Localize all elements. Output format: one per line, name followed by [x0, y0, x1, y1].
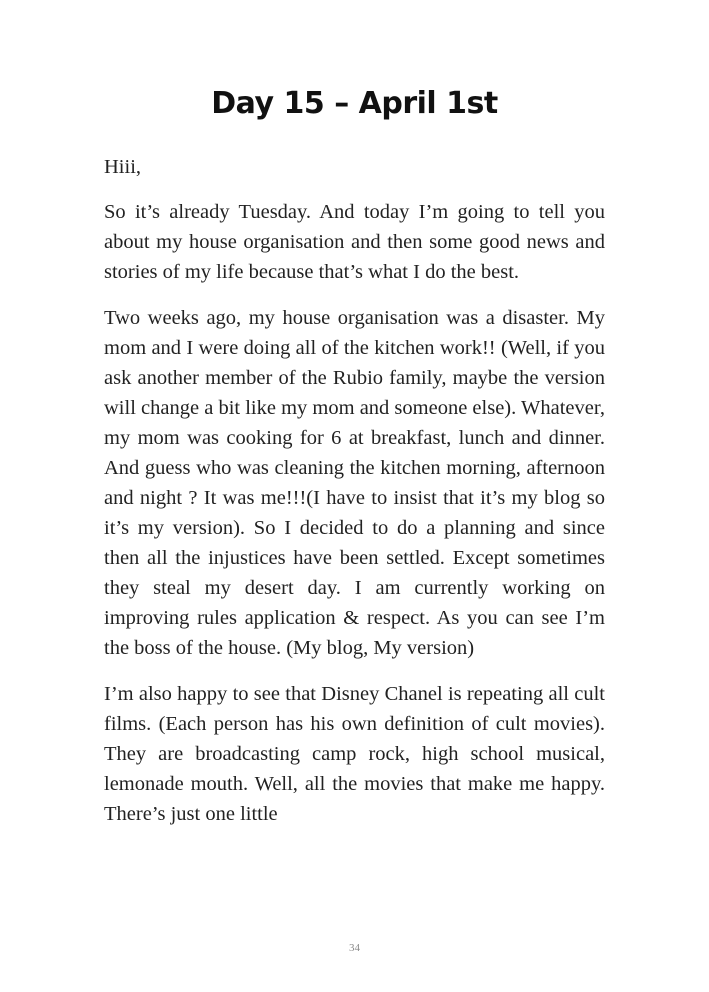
page-number: 34 — [349, 942, 360, 954]
paragraph-3: I’m also happy to see that Disney Chanel is repeating all cult films. (Each person has his own definition of cult movies). They are broadcasting camp rock, high school musical, lemonade mouth. Well, all the movies that make me happy. There’s just one little — [104, 683, 605, 825]
paragraph-2: Two weeks ago, my house organisation was a disaster. My mom and I were doing all of the kitchen work!! (Well, if you ask another member of the Rubio family, maybe the version will change a bit like my mom and someone else). Whatever, my mom was cooking for 6 at breakfast, lunch and dinner. And guess who was cleaning the kitchen morning, afternoon and night ? It was me!!!(I have to insist that it’s my blog so it’s my version). So I decided to do a planning and since then all the injustices have been settled. Except sometimes they steal my desert day. I am currently working on improving rules application & respect. As you can see I’m the boss of the house. (My blog, My version) — [104, 307, 605, 659]
paragraph-greeting: Hiii, — [104, 156, 142, 178]
body-text — [104, 152, 605, 845]
page-title: Day 15 – April 1st — [211, 86, 498, 121]
paragraph-1: So it’s already Tuesday. And today I’m going to tell you about my house organisation and then some good news and stories of my life because that’s what I do the best. — [104, 201, 605, 283]
